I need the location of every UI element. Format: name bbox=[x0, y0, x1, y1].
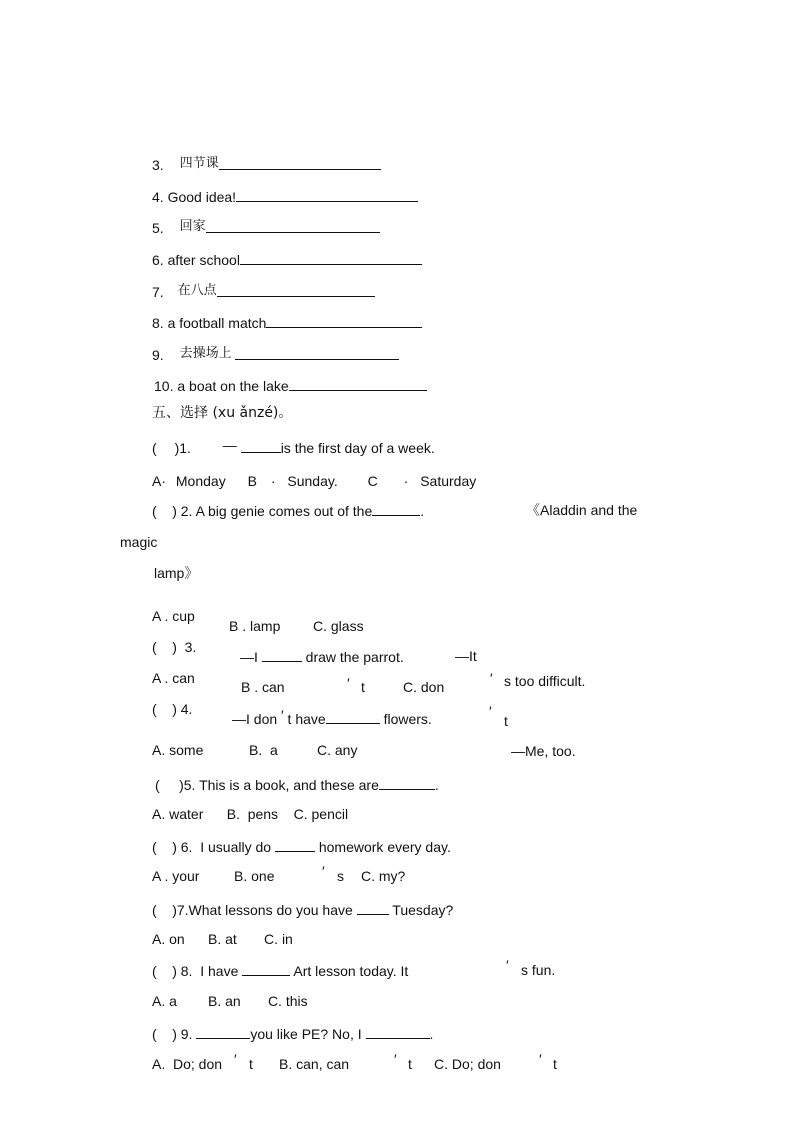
answer-blank[interactable] bbox=[235, 346, 399, 360]
question-8 bbox=[152, 962, 408, 979]
item-8 bbox=[152, 314, 422, 331]
q-stem-end: . bbox=[429, 1026, 434, 1042]
option-c-suffix: t bbox=[553, 1056, 557, 1072]
answer-blank[interactable] bbox=[206, 219, 380, 233]
answer-blank[interactable] bbox=[217, 283, 375, 297]
q-stem: ( )5. This is a book, and these are bbox=[155, 777, 379, 793]
option-b[interactable]: B. can, can bbox=[279, 1056, 350, 1072]
q-dash-text: —I don bbox=[232, 711, 278, 727]
answer-blank[interactable] bbox=[372, 502, 420, 516]
option-a-text[interactable]: Monday bbox=[175, 473, 226, 489]
answer-blank[interactable] bbox=[379, 776, 435, 790]
apostrophe: ′ bbox=[347, 675, 350, 691]
apostrophe: ′ bbox=[281, 707, 284, 723]
option-a[interactable]: A . can bbox=[152, 670, 195, 686]
apostrophe: ′ bbox=[506, 957, 509, 973]
option-b[interactable]: B. a bbox=[249, 742, 278, 758]
q2-title-end: lamp》 bbox=[154, 565, 199, 581]
item-7 bbox=[152, 283, 375, 302]
answer-blank[interactable] bbox=[266, 314, 422, 328]
question-9 bbox=[152, 1025, 433, 1042]
item-text: 去操场上 bbox=[179, 346, 232, 361]
item-text: 在八点 bbox=[177, 283, 217, 298]
option-a[interactable]: A. some bbox=[152, 742, 204, 758]
q-stem-b: Tuesday? bbox=[392, 902, 454, 918]
q-stem: ( ) 8. I have bbox=[152, 963, 239, 979]
q3-number: ( ) 3. bbox=[152, 639, 197, 655]
question-1 bbox=[152, 439, 435, 456]
option-c[interactable]: C. glass bbox=[313, 618, 364, 634]
item-text: a boat on the lake bbox=[177, 378, 289, 394]
answer-blank[interactable] bbox=[275, 838, 315, 852]
q3-reply: —It bbox=[455, 648, 477, 664]
q-stem-b: homework every day. bbox=[318, 839, 451, 855]
option-b-suffix: t bbox=[361, 679, 365, 695]
question-6 bbox=[152, 838, 451, 855]
apostrophe: ′ bbox=[489, 703, 492, 719]
answer-blank[interactable] bbox=[326, 710, 380, 724]
option-c-text[interactable]: Saturday bbox=[420, 473, 477, 489]
option-a[interactable]: A . cup bbox=[152, 608, 195, 624]
answer-blank[interactable] bbox=[219, 156, 381, 170]
item-number: 8. bbox=[152, 315, 164, 331]
answer-blank[interactable] bbox=[262, 648, 302, 662]
item-number: 3. bbox=[152, 157, 164, 173]
item-number: 10. bbox=[154, 378, 174, 394]
q-stem-b: you like PE? No, I bbox=[250, 1026, 362, 1042]
q-stem-end: . bbox=[434, 777, 439, 793]
answer-blank[interactable] bbox=[236, 188, 418, 202]
section-heading: 五、选择 (xu ǎnzé)。 bbox=[152, 405, 293, 421]
answer-blank[interactable] bbox=[289, 377, 427, 391]
question-5-options[interactable]: A. water B. pens C. pencil bbox=[152, 806, 349, 822]
question-7-options[interactable]: A. on B. at C. in bbox=[152, 931, 293, 947]
item-10 bbox=[154, 377, 427, 394]
item-9 bbox=[152, 346, 399, 365]
q4-number: ( ) 4. bbox=[152, 701, 193, 717]
question-1-options bbox=[152, 473, 476, 489]
question-5 bbox=[155, 776, 439, 793]
q-number: )1. bbox=[174, 440, 191, 456]
apostrophe: ′ bbox=[234, 1051, 237, 1067]
option-b-dot: · bbox=[270, 473, 276, 489]
option-a[interactable]: A . your bbox=[152, 868, 200, 884]
question-7 bbox=[152, 901, 453, 918]
option-b-text[interactable]: Sunday. bbox=[287, 473, 338, 489]
option-b-suffix: t bbox=[408, 1056, 412, 1072]
q-stem: ( ) 6. I usually do bbox=[152, 839, 272, 855]
option-a-suffix: t bbox=[249, 1056, 253, 1072]
question-4-line bbox=[232, 707, 432, 727]
apostrophe: ′ bbox=[539, 1051, 542, 1067]
item-number: 9. bbox=[152, 347, 164, 363]
q3-reply-tail: s too difficult. bbox=[504, 673, 586, 689]
q-stem: ( )7.What lessons do you have bbox=[152, 902, 353, 918]
option-c[interactable]: C. Do; don bbox=[434, 1056, 501, 1072]
answer-blank[interactable] bbox=[196, 1025, 250, 1039]
question-3-line bbox=[240, 648, 404, 665]
item-text: after school bbox=[167, 252, 240, 268]
option-b[interactable]: B . lamp bbox=[229, 618, 281, 634]
apostrophe: ′ bbox=[490, 670, 493, 686]
answer-blank[interactable] bbox=[240, 251, 422, 265]
q-stem: ( ) 2. A big genie comes out of the bbox=[152, 503, 373, 519]
item-4 bbox=[152, 188, 418, 205]
q-stem: t have bbox=[287, 711, 326, 727]
item-number: 6. bbox=[152, 252, 164, 268]
question-8-options[interactable]: A. a B. an C. this bbox=[152, 993, 308, 1009]
item-text: 回家 bbox=[179, 219, 206, 234]
option-b[interactable]: B . can bbox=[241, 679, 285, 695]
option-b[interactable]: B. one bbox=[234, 868, 275, 884]
option-c-dot: · bbox=[403, 473, 409, 489]
q4-suffix: t bbox=[504, 713, 508, 729]
option-c[interactable]: C. any bbox=[317, 742, 358, 758]
item-text: a football match bbox=[167, 315, 267, 331]
answer-blank[interactable] bbox=[366, 1025, 430, 1039]
item-3 bbox=[152, 156, 381, 175]
q-stem-end: flowers. bbox=[383, 711, 432, 727]
q8-tail: s fun. bbox=[521, 962, 556, 978]
item-number: 4. bbox=[152, 189, 164, 205]
item-number: 7. bbox=[152, 284, 164, 300]
item-6 bbox=[152, 251, 422, 268]
q-stem-end: . bbox=[420, 503, 425, 519]
item-5 bbox=[152, 219, 380, 238]
q2-title-start: 《Aladdin and the bbox=[526, 502, 638, 518]
q4-reply: —Me, too. bbox=[511, 743, 576, 759]
q2-title-mid: magic bbox=[120, 534, 158, 550]
option-a-label[interactable]: A· bbox=[152, 473, 166, 489]
apostrophe: ′ bbox=[394, 1051, 397, 1067]
q-stem: ( ) 9. bbox=[152, 1026, 193, 1042]
item-text: Good idea! bbox=[167, 189, 237, 205]
q-stem: draw the parrot. bbox=[305, 649, 404, 665]
q-paren: ( bbox=[152, 440, 157, 456]
q-dash-text: —I bbox=[240, 649, 258, 665]
answer-blank[interactable] bbox=[241, 439, 281, 453]
item-text: 四节课 bbox=[179, 156, 219, 171]
apostrophe: ′ bbox=[322, 863, 325, 879]
q-stem-b: Art lesson today. It bbox=[293, 963, 409, 979]
option-a[interactable]: A. Do; don bbox=[152, 1056, 223, 1072]
option-c-label[interactable]: C bbox=[367, 473, 378, 489]
option-c[interactable]: C. don bbox=[403, 679, 445, 695]
question-2 bbox=[152, 502, 424, 519]
item-number: 5. bbox=[152, 220, 164, 236]
option-b-suffix: s bbox=[337, 868, 344, 884]
option-c[interactable]: C. my? bbox=[361, 868, 406, 884]
answer-blank[interactable] bbox=[242, 962, 290, 976]
answer-blank[interactable] bbox=[357, 901, 389, 915]
option-b-label[interactable]: B bbox=[247, 473, 257, 489]
q-stem: is the first day of a week. bbox=[280, 440, 435, 456]
q-dash: — bbox=[222, 437, 237, 453]
